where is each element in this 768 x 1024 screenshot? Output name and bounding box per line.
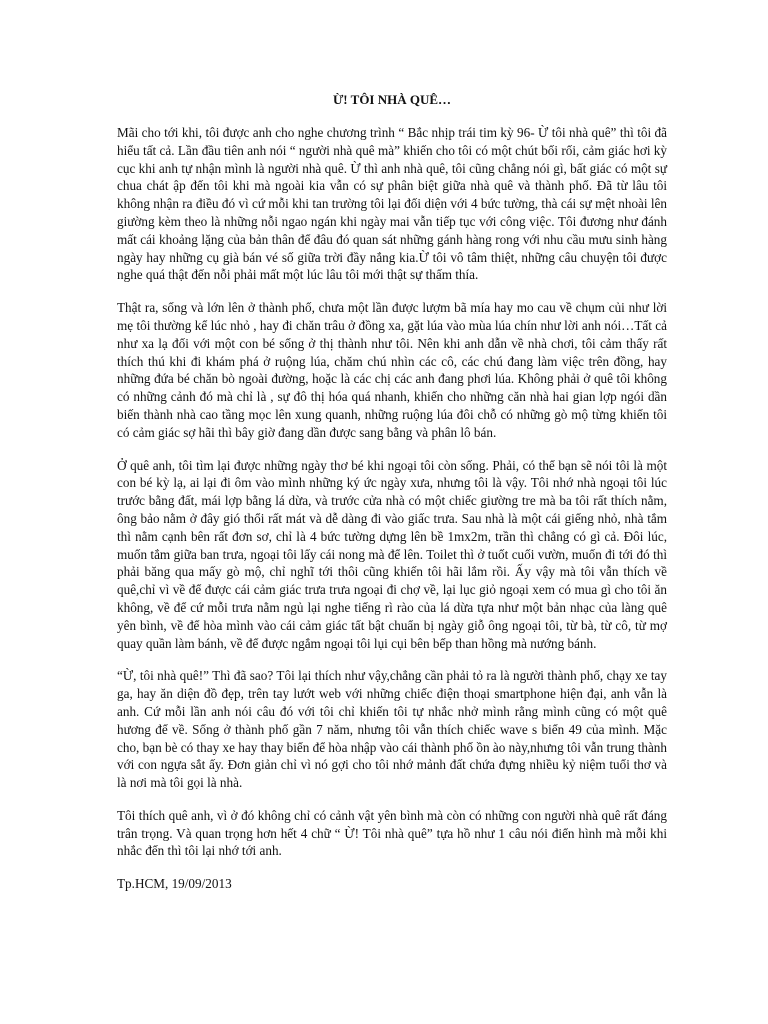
signature-date: Tp.HCM, 19/09/2013 [117, 876, 232, 892]
paragraph-3: Ở quê anh, tôi tìm lại được những ngày thơ bé khi ngoại tôi còn sống. Phải, có thể bạn sẽ nói tôi là một con bé kỳ lạ, ai lại đi ôm vào mình những ký ức ngày xưa, nhưng tôi là vậy. Tôi nhớ nhà ngoại tôi lúc trước bằng đất, mái lợp bằng lá dừa, và trước cửa nhà có một chiếc giường tre mà ba tôi rất thích nằm, ông bảo nằm ở đây gió thổi rất mát và dễ dàng đi vào giấc trưa. Sau nhà là một cái giếng nhỏ, nhà tắm thì nằm cạnh bên rất đơn sơ, chỉ là 4 bức tường dựng lên bề 1mx2m, trần thì chẳng có gì cả. Đôi lúc, muốn tắm giữa ban trưa, ngoại tôi lấy cái nong mà để lên. Toilet thì ở tuốt cuối vườn, muốn đi tới đó thì phải băng qua mấy gò mộ, chỉ nghĩ tới thôi cũng khiến tôi hãi lắm rồi. Ấy vậy mà tôi vẫn thích về quê,chỉ vì về để được cái cảm giác trưa trưa ngoại đi chợ về, lại lục giỏ ngoại xem có mua gì cho tôi ăn không, về để cứ mỗi trưa nằm ngủ lại nghe tiếng rì rào của lá dừa tựa như một bản nhạc của làng quê yên bình, về để hòa mình vào cái cảm giác tất bật chuẩn bị ngày giỗ ông ngoại tôi, từ bà, từ cô, từ mợ quay quần làm bánh, về để được ngắm ngoại tôi lụi cụi bên bếp than hồng mà nướng bánh. [117, 457, 667, 651]
document-page [117, 92, 667, 893]
paragraph-2: Thật ra, sống và lớn lên ở thành phố, chưa một lần được lượm bã mía hay mo cau về chụm củi như lời mẹ tôi thường kể lúc nhỏ , hay đi chăn trâu ở đồng xa, gặt lúa vào mùa lúa chín như lời anh nói…Tất cả như xa lạ đối với một con bé sống ở thị thành như tôi. Nên khi anh dẫn về nhà chơi, tôi cảm thấy rất thích thú khi đi khám phá ở ruộng lúa, chăm chú nhìn các cô, các chú đang làm việc trên đồng, hay những đứa bé chăn bò ngoài đường, hoặc là các chị các anh đang phơi lúa. Không phải ở quê tôi không có những cảnh đó mà chỉ là , sự đô thị hóa quá nhanh, khiến cho những căn nhà hai gian lợp ngói dần biến thành nhà cao tầng mọc lên xung quanh, những ruộng lúa đôi chỗ có những gò mộ từng khiến tôi có cảm giác sợ hãi thì bây giờ đang dần được sang bằng và phân lô bán. [117, 300, 667, 440]
paragraph-4: “Ừ, tôi nhà quê!” Thì đã sao? Tôi lại thích như vậy,chẳng cần phải tỏ ra là người thành phố, chạy xe tay ga, hay ăn diện đồ đẹp, trên tay lướt web với những chiếc điện thoại smartphone hiện đại, anh vẫn là anh. Cứ mỗi lần anh nói câu đó với tôi chỉ khiến tôi tự nhắc nhở mình rằng mình cũng có một quê hương để về. Sống ở thành phố gần 7 năm, nhưng tôi vẫn thích chiếc wave s biển 49 của mình. Mặc cho, bạn bè có thay xe hay thay biển để hòa nhập vào cái thành phố ồn ào này,nhưng tôi vẫn trung thành với con ngựa sắt ấy. Đơn giản chỉ vì nó gợi cho tôi nhớ mảnh đất chứa đựng nhiều kỷ niệm tuổi thơ và là nơi mà tôi gọi là nhà. [117, 668, 667, 791]
document-title: Ừ! TÔI NHÀ QUÊ… [332, 92, 452, 107]
paragraph-5: Tôi thích quê anh, vì ở đó không chỉ có cảnh vật yên bình mà còn có những con người nhà quê rất đáng trân trọng. Và quan trọng hơn hết 4 chữ “ Ừ! Tôi nhà quê” tựa hồ như 1 câu nói điển hình mà mỗi khi nhắc đến thì tôi lại nhớ tới anh. [117, 807, 667, 859]
paragraph-1: Mãi cho tới khi, tôi được anh cho nghe chương trình “ Bắc nhịp trái tim kỳ 96- Ừ tôi nhà quê” thì tôi đã hiểu tất cả. Lần đầu tiên anh nói “ người nhà quê mà” khiến cho tôi có một chút bối rối, cảm giác hơi kỳ cục khi anh tự nhận mình là người nhà quê. Ừ thì anh nhà quê, tôi cũng chẳng nói gì, bất giác có một sự chua chát ập đến tôi khi mà ngoài kia vẫn có sự phân biệt giữa nhà quê và thành phố. Đã từ lâu tôi không nhận ra điều đó vì cứ mỗi khi tan trường tôi lại đối diện với 4 bức tường, thà cái sự mệt nhoài lên giường kèm theo là những nỗi ngao ngán khi ngày mai vẫn tiếp tục với công việc. Tôi đương như đánh mất cái khoảng lặng của bản thân để đâu đó quan sát những gánh hàng rong với nhu cầu mưu sinh hàng ngày hay những cụ già bán vé số giữa trời đầy nắng kia.Ừ tôi vô tâm thiệt, những câu chuyện tôi được nghe quá thật đến nỗi phải mất một lúc lâu tôi mới thật sự thấm thía. [117, 125, 667, 283]
